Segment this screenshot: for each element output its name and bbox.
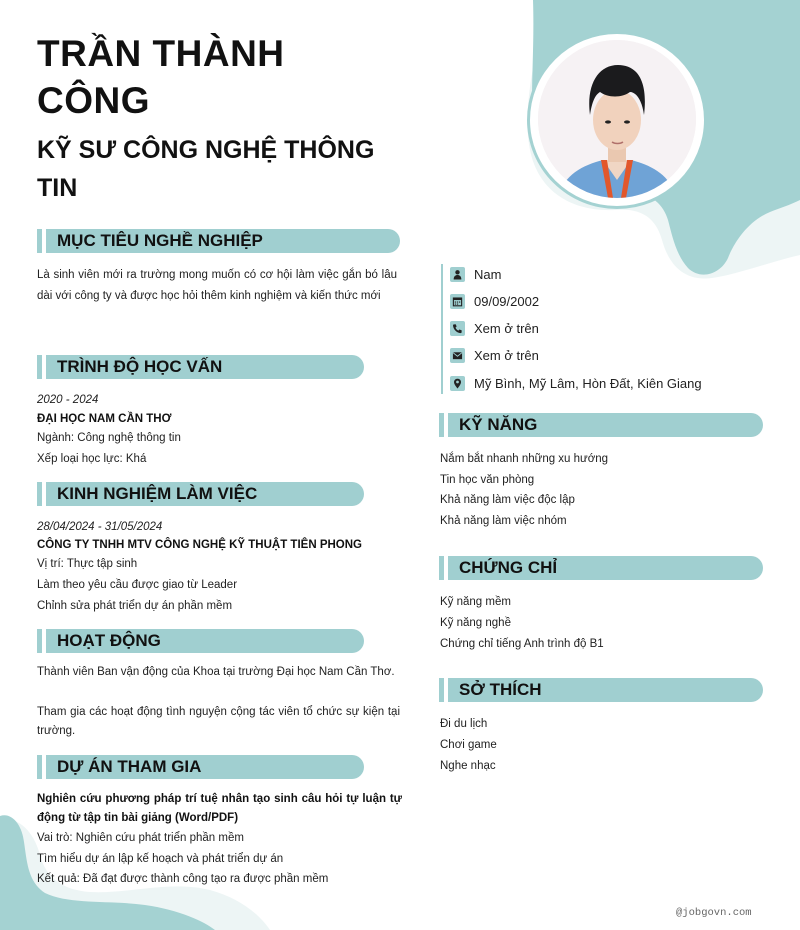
email-value: Xem ở trên: [474, 347, 539, 363]
location-pin-icon: [450, 376, 465, 391]
phone-icon: [450, 321, 465, 336]
phone-value: Xem ở trên: [474, 320, 539, 336]
certificates-heading: [439, 556, 763, 580]
project-line: Vai trò: Nghiên cứu phát triển phần mềm: [37, 832, 244, 844]
project-line: Kết quả: Đã đạt được thành công tạo ra được phần mềm: [37, 873, 329, 885]
experience-heading: [37, 482, 364, 506]
skill-item: Khả năng làm việc độc lập: [440, 494, 575, 506]
hobby-item: Đi du lịch: [440, 718, 488, 730]
birthday-value: 09/09/2002: [474, 293, 540, 309]
job-title: KỸ SƯ CÔNG NGHỆ THÔNG TIN: [37, 136, 375, 202]
education-major: Ngành: Công nghệ thông tin: [37, 432, 181, 444]
activity-item: Tham gia các hoạt động tình nguyện cộng tác viên tổ chức sự kiện tại trường.: [37, 706, 400, 737]
contact-address: [450, 374, 702, 392]
portrait-photo-icon: [538, 40, 696, 198]
certificate-item: Kỹ năng nghề: [440, 617, 511, 629]
education-period: 2020 - 2024: [37, 394, 99, 406]
contact-birthday: [450, 292, 539, 310]
skills-heading-label: KỸ NĂNG: [459, 415, 538, 434]
experience-line: Chỉnh sửa phát triển dự án phần mềm: [37, 600, 233, 612]
experience-company: CÔNG TY TNHH MTV CÔNG NGHỆ KỸ THUẬT TIÊN PHONG: [37, 539, 362, 551]
education-heading: [37, 355, 364, 379]
experience-line: Vị trí: Thực tập sinh: [37, 558, 138, 570]
experience-line: Làm theo yêu cầu được giao từ Leader: [37, 579, 238, 591]
person-icon: [450, 267, 465, 282]
certificates-heading-label: CHỨNG CHỈ: [459, 558, 558, 577]
contact-email: [450, 346, 539, 364]
gender-value: Nam: [474, 266, 502, 282]
skills-heading: [439, 413, 763, 437]
watermark: @jobgovn.com: [676, 907, 752, 919]
education-grade: Xếp loại học lực: Khá: [37, 453, 147, 465]
hobby-item: Nghe nhạc: [440, 760, 496, 772]
hobbies-heading-label: SỞ THÍCH: [459, 680, 542, 699]
project-line: Tìm hiểu dự án lập kế hoạch và phát triển dự án: [37, 853, 284, 865]
contact-phone: [450, 319, 539, 337]
activities-heading: [37, 629, 364, 653]
objective-heading: [37, 229, 400, 253]
objective-text: Là sinh viên mới ra trường mong muốn có cơ hội làm việc gắn bó lâu dài với công ty và được học hỏi thêm kinh nghiệm và kiến thức mới: [37, 269, 397, 302]
project-title: Nghiên cứu phương pháp trí tuệ nhân tạo sinh câu hỏi tự luận tự động từ tập tin bài giảng (Word/PDF): [37, 793, 402, 824]
objective-heading-label: MỤC TIÊU NGHỀ NGHIỆP: [57, 231, 263, 250]
calendar-icon: [450, 294, 465, 309]
certificate-item: Chứng chỉ tiếng Anh trình độ B1: [440, 638, 604, 650]
education-school: ĐẠI HỌC NAM CẦN THƠ: [37, 413, 172, 425]
activity-item: Thành viên Ban vận động của Khoa tại trường Đại học Nam Cần Thơ.: [37, 666, 395, 678]
activities-heading-label: HOẠT ĐỘNG: [57, 631, 161, 650]
address-value: Mỹ Bình, Mỹ Lâm, Hòn Đất, Kiên Giang: [474, 375, 702, 391]
experience-period: 28/04/2024 - 31/05/2024: [37, 521, 163, 533]
skill-item: Tin học văn phòng: [440, 474, 535, 486]
projects-heading-label: DỰ ÁN THAM GIA: [57, 757, 202, 776]
avatar: [538, 40, 696, 198]
contact-gender: [450, 265, 501, 283]
candidate-name: TRẦN THÀNH CÔNG: [37, 33, 285, 121]
skill-item: Khả năng làm việc nhóm: [440, 515, 567, 527]
contact-divider: [441, 264, 443, 394]
hobbies-heading: [439, 678, 763, 702]
projects-heading: [37, 755, 364, 779]
experience-heading-label: KINH NGHIỆM LÀM VIỆC: [57, 484, 258, 503]
certificate-item: Kỹ năng mềm: [440, 596, 511, 608]
skill-item: Nắm bắt nhanh những xu hướng: [440, 453, 609, 465]
envelope-icon: [450, 348, 465, 363]
education-heading-label: TRÌNH ĐỘ HỌC VẤN: [57, 357, 223, 376]
hobby-item: Chơi game: [440, 739, 497, 751]
